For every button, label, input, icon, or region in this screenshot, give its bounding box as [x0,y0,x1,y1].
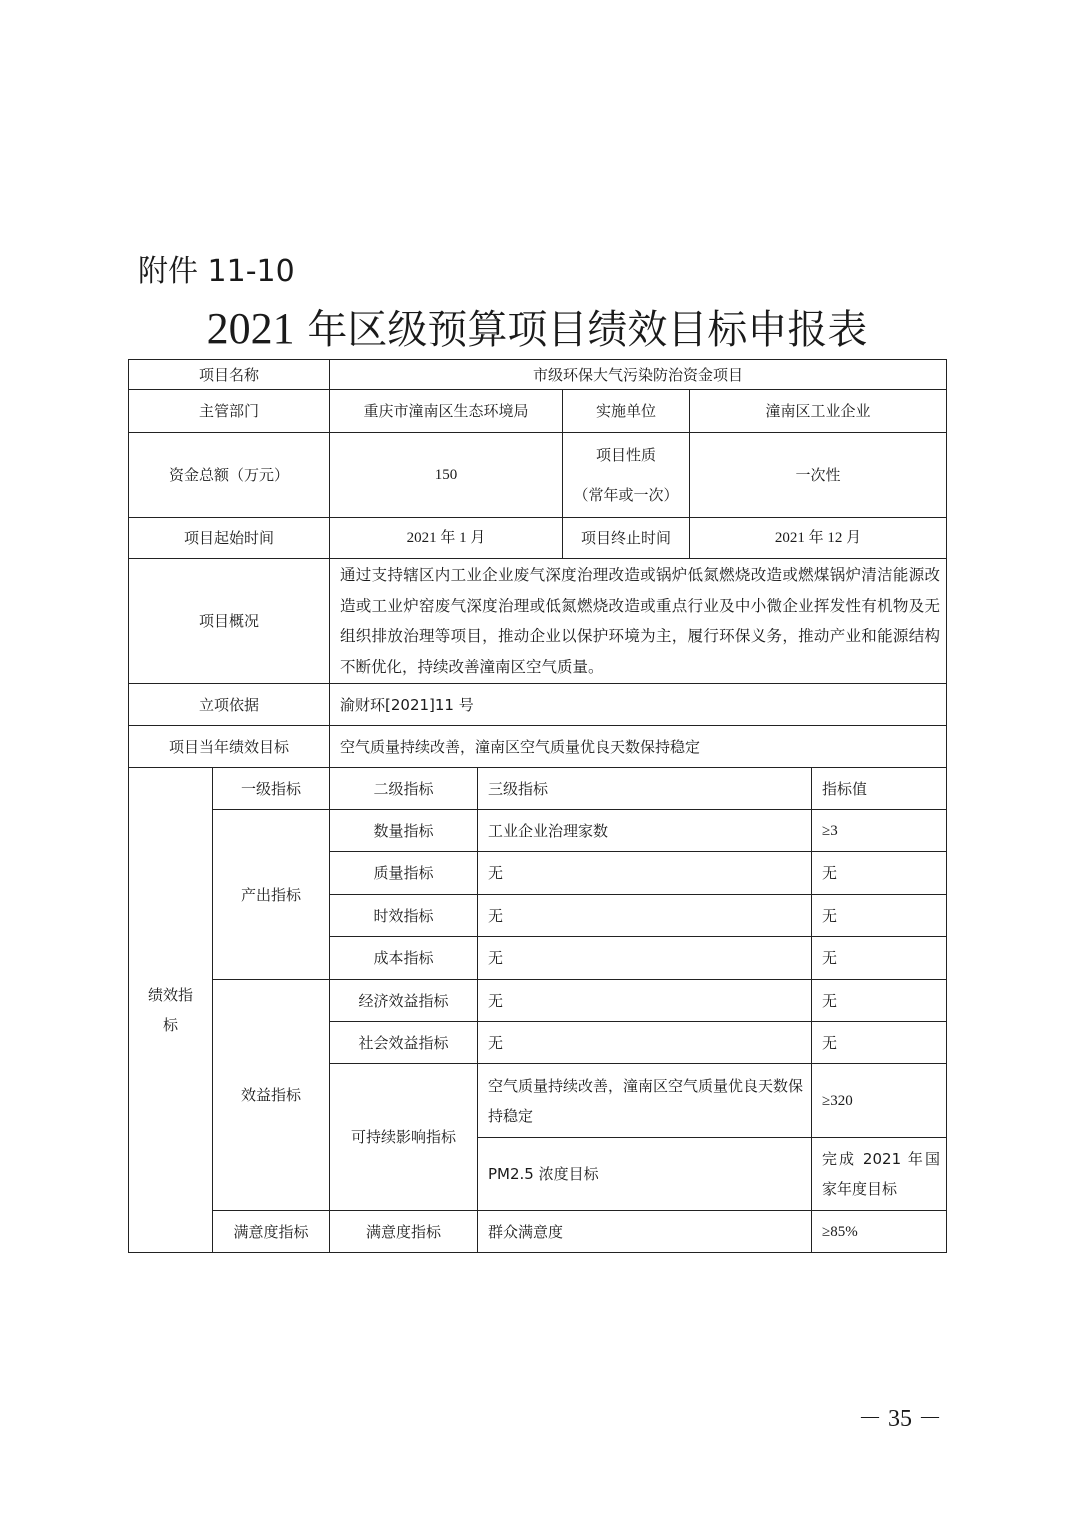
sustain-indicator-label: 可持续影响指标 [329,1063,478,1211]
output-indicator-label: 产出指标 [212,809,330,980]
overview-value: 通过支持辖区内工业企业废气深度治理改造或锅炉低氮燃烧改造或燃煤锅炉清洁能源改造或工业炉窑废气深度治理或低氮燃烧改造或重点行业及中小微企业挥发性有机物及无组织排放治理等项目，推动企业以保护环境为主，履行环保义务，推动产业和能源结构不断优化，持续改善潼南区空气质量。 [329,558,947,684]
satisfaction-indicator-label: 满意度指标 [212,1210,330,1253]
row-value: ≥3 [811,809,947,852]
row-value: 无 [811,894,947,937]
benefit-indicator-label: 效益指标 [212,979,330,1211]
row-value: ≥320 [811,1063,947,1138]
dept-label: 主管部门 [128,389,330,433]
row-l3: 无 [477,1021,812,1064]
header-l3: 三级指标 [477,767,812,810]
project-name-value: 市级环保大气污染防治资金项目 [329,359,947,390]
start-value: 2021 年 1 月 [329,517,563,559]
row-value: 无 [811,936,947,980]
row-l2: 时效指标 [329,894,478,937]
row-l3: 无 [477,851,812,895]
row-l2: 质量指标 [329,851,478,895]
row-value: 无 [811,979,947,1022]
goal-label: 项目当年绩效目标 [128,725,330,768]
nature-label [562,432,690,518]
row-l3: 无 [477,936,812,980]
start-label: 项目起始时间 [128,517,330,559]
row-l3: 空气质量持续改善，潼南区空气质量优良天数保持稳定 [477,1063,812,1138]
header-value: 指标值 [811,767,947,810]
page-number: － 35 － [858,1406,942,1432]
row-l2: 经济效益指标 [329,979,478,1022]
basis-label: 立项依据 [128,683,330,726]
row-l2: 满意度指标 [329,1210,478,1253]
row-l2: 成本指标 [329,936,478,980]
row-value: ≥85% [811,1210,947,1253]
nature-value: 一次性 [689,432,947,518]
title-year: 2021 [206,304,295,353]
fund-label: 资金总额（万元） [128,432,330,518]
row-value: 完成 2021 年国家年度目标 [811,1137,947,1211]
row-l3: 群众满意度 [477,1210,812,1253]
row-l3: 工业企业治理家数 [477,809,812,852]
project-name-label: 项目名称 [128,359,330,390]
row-value: 无 [811,1021,947,1064]
indicators-section-label: 绩效指标 [128,767,213,1253]
row-l2: 数量指标 [329,809,478,852]
row-value: 无 [811,851,947,895]
row-l2: 社会效益指标 [329,1021,478,1064]
end-value: 2021 年 12 月 [689,517,947,559]
row-l3: 无 [477,979,812,1022]
overview-label: 项目概况 [128,558,330,684]
impl-label: 实施单位 [562,389,690,433]
title-text: 年区级预算项目绩效目标申报表 [307,307,868,353]
goal-value: 空气质量持续改善，潼南区空气质量优良天数保持稳定 [329,725,947,768]
attachment-label: 附件 11-10 [138,254,295,289]
header-l1: 一级指标 [212,767,330,810]
nature-label-line1: 项目性质 [595,446,656,464]
end-label: 项目终止时间 [562,517,690,559]
row-l3: PM2.5 浓度目标 [477,1137,812,1211]
row-l3: 无 [477,894,812,937]
header-l2: 二级指标 [329,767,478,810]
fund-value: 150 [329,432,563,518]
dept-value: 重庆市潼南区生态环境局 [329,389,563,433]
basis-value: 渝财环[2021]11 号 [329,683,947,726]
impl-value: 潼南区工业企业 [689,389,947,433]
page-title [0,298,1074,355]
nature-label-line2: （常年或一次） [573,486,679,504]
